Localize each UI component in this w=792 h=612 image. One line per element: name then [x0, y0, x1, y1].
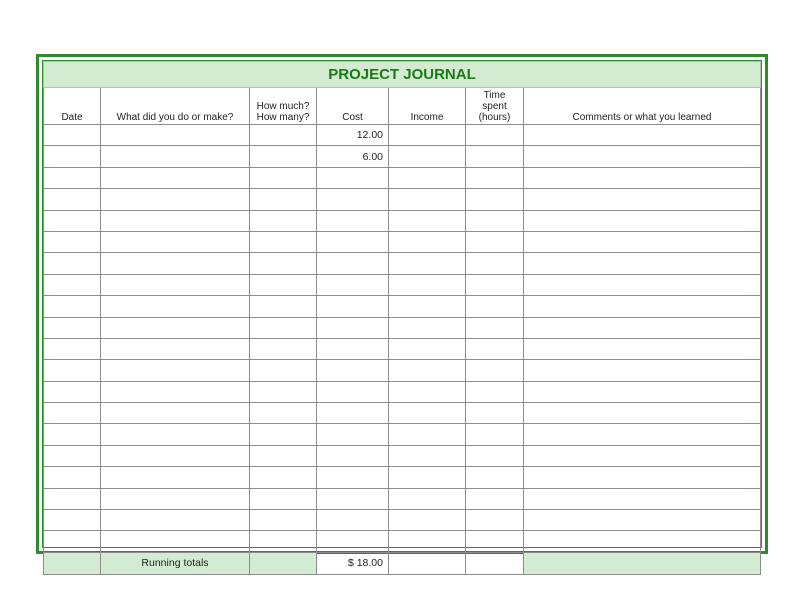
- table-cell[interactable]: [101, 381, 250, 402]
- table-cell[interactable]: [524, 510, 761, 531]
- table-cell[interactable]: [389, 338, 466, 359]
- table-row: [44, 338, 761, 359]
- table-cell[interactable]: [524, 146, 761, 167]
- table-cell[interactable]: [250, 231, 317, 252]
- totals-comments-cell: [524, 552, 761, 574]
- table-cell[interactable]: [101, 424, 250, 445]
- total-time-value[interactable]: [466, 552, 524, 574]
- journal-body: [44, 125, 761, 553]
- total-income-value[interactable]: [389, 552, 466, 574]
- table-cell[interactable]: [524, 403, 761, 424]
- table-cell[interactable]: [317, 338, 389, 359]
- table-cell[interactable]: [524, 210, 761, 231]
- table-cell[interactable]: [101, 531, 250, 552]
- table-cell[interactable]: [466, 360, 524, 381]
- table-cell[interactable]: [101, 296, 250, 317]
- table-cell[interactable]: [466, 338, 524, 359]
- table-cell[interactable]: [389, 210, 466, 231]
- table-cell[interactable]: [44, 338, 101, 359]
- table-cell[interactable]: [44, 146, 101, 167]
- totals-empty-cell: [44, 552, 101, 574]
- table-row: [44, 381, 761, 402]
- table-cell[interactable]: [44, 403, 101, 424]
- table-cell[interactable]: [466, 274, 524, 295]
- table-cell[interactable]: [250, 189, 317, 210]
- table-cell[interactable]: [317, 467, 389, 488]
- table-cell[interactable]: [389, 531, 466, 552]
- table-cell[interactable]: [44, 381, 101, 402]
- table-cell[interactable]: [389, 231, 466, 252]
- table-cell[interactable]: 6.00: [317, 146, 389, 167]
- table-cell[interactable]: [466, 510, 524, 531]
- journal-frame: [36, 54, 768, 570]
- table-cell[interactable]: [317, 403, 389, 424]
- table-row: [44, 231, 761, 252]
- table-cell[interactable]: [466, 467, 524, 488]
- totals-empty-cell: [250, 552, 317, 574]
- column-header: Cost: [317, 88, 389, 125]
- table-cell[interactable]: [389, 125, 466, 146]
- table-row: [44, 488, 761, 509]
- table-cell[interactable]: [389, 317, 466, 338]
- table-cell[interactable]: [101, 189, 250, 210]
- table-cell[interactable]: [101, 467, 250, 488]
- table-cell[interactable]: [524, 467, 761, 488]
- table-cell[interactable]: [524, 167, 761, 188]
- table-cell[interactable]: 12.00: [317, 125, 389, 146]
- table-cell[interactable]: [524, 125, 761, 146]
- table-cell[interactable]: [466, 146, 524, 167]
- table-cell[interactable]: [466, 210, 524, 231]
- table-cell[interactable]: [466, 189, 524, 210]
- column-header: How much? How many?: [250, 88, 317, 125]
- table-cell[interactable]: [101, 360, 250, 381]
- table-cell[interactable]: [524, 531, 761, 552]
- table-cell[interactable]: [250, 296, 317, 317]
- table-cell[interactable]: [466, 424, 524, 445]
- table-cell[interactable]: [389, 167, 466, 188]
- table-cell[interactable]: [44, 125, 101, 146]
- page-title: PROJECT JOURNAL: [44, 62, 761, 88]
- table-cell[interactable]: [317, 317, 389, 338]
- table-cell[interactable]: [101, 253, 250, 274]
- column-header: Date: [44, 88, 101, 125]
- table-cell[interactable]: [389, 467, 466, 488]
- table-cell[interactable]: [44, 189, 101, 210]
- table-row: [44, 467, 761, 488]
- table-row: [44, 274, 761, 295]
- table-cell[interactable]: [317, 189, 389, 210]
- table-cell[interactable]: [389, 296, 466, 317]
- table-cell[interactable]: [317, 231, 389, 252]
- table-cell[interactable]: [44, 296, 101, 317]
- table-cell[interactable]: [524, 338, 761, 359]
- table-cell[interactable]: [524, 296, 761, 317]
- table-cell[interactable]: [317, 360, 389, 381]
- table-row: [44, 210, 761, 231]
- column-header: What did you do or make?: [101, 88, 250, 125]
- table-cell[interactable]: [466, 488, 524, 509]
- table-cell[interactable]: [524, 488, 761, 509]
- table-cell[interactable]: [250, 403, 317, 424]
- table-cell[interactable]: [250, 467, 317, 488]
- table-cell[interactable]: [250, 488, 317, 509]
- table-cell[interactable]: [101, 317, 250, 338]
- table-cell[interactable]: [466, 296, 524, 317]
- table-cell[interactable]: [250, 381, 317, 402]
- table-row: [44, 531, 761, 552]
- table-cell[interactable]: [101, 488, 250, 509]
- table-cell[interactable]: [389, 403, 466, 424]
- table-row: [44, 317, 761, 338]
- table-cell[interactable]: [524, 424, 761, 445]
- table-cell[interactable]: [389, 146, 466, 167]
- running-totals-label: Running totals: [101, 552, 250, 574]
- table-cell[interactable]: [524, 231, 761, 252]
- table-cell[interactable]: [466, 403, 524, 424]
- table-cell[interactable]: [524, 253, 761, 274]
- table-cell[interactable]: [466, 531, 524, 552]
- table-cell[interactable]: [44, 467, 101, 488]
- table-cell[interactable]: [524, 360, 761, 381]
- table-cell[interactable]: [317, 167, 389, 188]
- column-header: Time spent (hours): [466, 88, 524, 125]
- table-cell[interactable]: [101, 274, 250, 295]
- table-cell[interactable]: [466, 167, 524, 188]
- table-cell[interactable]: [466, 317, 524, 338]
- table-cell[interactable]: [466, 445, 524, 466]
- table-cell[interactable]: [317, 445, 389, 466]
- column-header: Income: [389, 88, 466, 125]
- table-cell[interactable]: [44, 167, 101, 188]
- journal-inner-border: [42, 60, 762, 570]
- table-row: [44, 189, 761, 210]
- column-header-row: [44, 88, 761, 125]
- table-cell[interactable]: [250, 146, 317, 167]
- table-cell[interactable]: [317, 424, 389, 445]
- table-cell[interactable]: [250, 274, 317, 295]
- table-cell[interactable]: [250, 210, 317, 231]
- table-cell[interactable]: [466, 125, 524, 146]
- table-cell[interactable]: [389, 253, 466, 274]
- table-cell[interactable]: [44, 317, 101, 338]
- table-row: [44, 424, 761, 445]
- column-header: Comments or what you learned: [524, 88, 761, 125]
- table-row: [44, 510, 761, 531]
- table-cell[interactable]: [250, 253, 317, 274]
- table-cell[interactable]: [389, 445, 466, 466]
- table-cell[interactable]: [524, 445, 761, 466]
- table-cell[interactable]: [317, 531, 389, 552]
- table-cell[interactable]: [44, 424, 101, 445]
- table-cell[interactable]: [44, 445, 101, 466]
- table-cell[interactable]: [317, 381, 389, 402]
- table-cell[interactable]: [389, 424, 466, 445]
- table-cell[interactable]: [250, 167, 317, 188]
- table-cell[interactable]: [250, 360, 317, 381]
- table-cell[interactable]: [317, 210, 389, 231]
- totals-row: [44, 552, 761, 574]
- table-cell[interactable]: [466, 381, 524, 402]
- table-cell[interactable]: [250, 531, 317, 552]
- table-cell[interactable]: [250, 445, 317, 466]
- table-row: [44, 146, 761, 167]
- table-cell[interactable]: [44, 210, 101, 231]
- table-cell[interactable]: [44, 231, 101, 252]
- table-cell[interactable]: [101, 403, 250, 424]
- journal-table: [43, 61, 761, 575]
- table-row: [44, 445, 761, 466]
- table-cell[interactable]: [44, 531, 101, 552]
- table-cell[interactable]: [101, 445, 250, 466]
- table-cell[interactable]: [250, 510, 317, 531]
- table-cell[interactable]: [389, 360, 466, 381]
- table-row: [44, 296, 761, 317]
- table-cell[interactable]: [101, 146, 250, 167]
- table-cell[interactable]: [389, 510, 466, 531]
- table-cell[interactable]: [317, 488, 389, 509]
- table-cell[interactable]: [101, 125, 250, 146]
- table-cell[interactable]: [466, 231, 524, 252]
- table-cell[interactable]: [524, 189, 761, 210]
- table-cell[interactable]: [101, 510, 250, 531]
- table-cell[interactable]: [101, 210, 250, 231]
- table-cell[interactable]: [44, 510, 101, 531]
- table-cell[interactable]: [389, 381, 466, 402]
- table-cell[interactable]: [101, 167, 250, 188]
- table-cell[interactable]: [389, 274, 466, 295]
- table-cell[interactable]: [524, 317, 761, 338]
- table-row: [44, 167, 761, 188]
- table-cell[interactable]: [44, 360, 101, 381]
- table-cell[interactable]: [524, 381, 761, 402]
- table-cell[interactable]: [250, 338, 317, 359]
- table-cell[interactable]: [466, 253, 524, 274]
- table-cell[interactable]: [44, 253, 101, 274]
- table-cell[interactable]: [101, 231, 250, 252]
- table-cell[interactable]: [317, 510, 389, 531]
- table-cell[interactable]: [389, 189, 466, 210]
- table-cell[interactable]: [44, 488, 101, 509]
- table-row: [44, 360, 761, 381]
- table-cell[interactable]: [101, 338, 250, 359]
- table-cell[interactable]: [250, 424, 317, 445]
- table-cell[interactable]: [317, 296, 389, 317]
- table-cell[interactable]: [317, 274, 389, 295]
- table-cell[interactable]: [250, 125, 317, 146]
- table-row: [44, 125, 761, 146]
- table-cell[interactable]: [524, 274, 761, 295]
- total-cost-value[interactable]: $ 18.00: [317, 552, 389, 574]
- table-row: [44, 403, 761, 424]
- table-cell[interactable]: [317, 253, 389, 274]
- table-row: [44, 253, 761, 274]
- table-cell[interactable]: [389, 488, 466, 509]
- table-cell[interactable]: [250, 317, 317, 338]
- table-cell[interactable]: [44, 274, 101, 295]
